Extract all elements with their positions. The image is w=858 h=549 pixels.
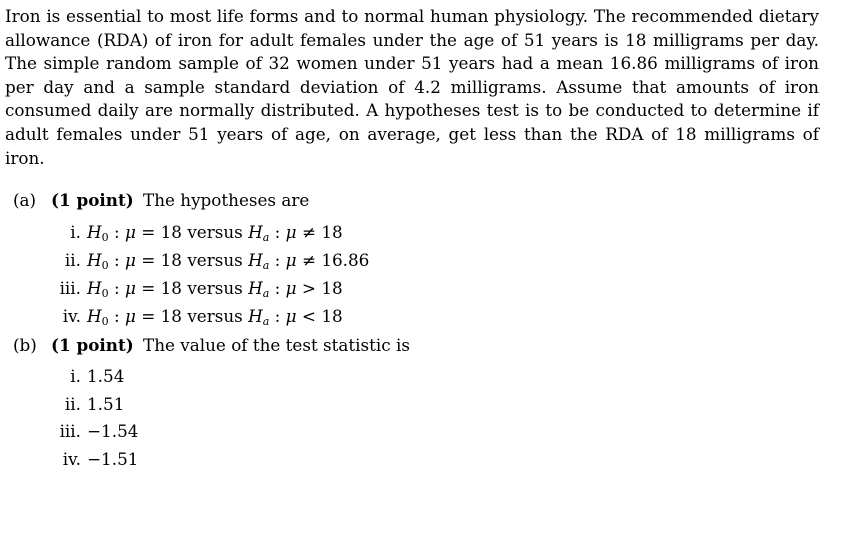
question-a-points: (1 point): [51, 190, 134, 211]
question-a-prompt: The hypotheses are: [143, 190, 310, 211]
versus-word: versus: [187, 306, 243, 327]
problem-page: [5, 5, 819, 474]
question-a: [5, 189, 819, 330]
hypothesis-text: $H_0$ : μ = 18 versus Ha : μ ≠ 16.86: [87, 250, 370, 273]
null-value: 18: [160, 250, 182, 271]
option-b-ii[interactable]: [5, 391, 819, 419]
question-b-prompt: The value of the test statistic is: [143, 335, 410, 356]
question-a-label: (a): [13, 190, 37, 211]
option-a-iii[interactable]: [5, 274, 819, 302]
option-label: iii.: [59, 278, 81, 299]
hypothesis-text: $H_0$ : μ = 18 versus Ha : μ < 18: [87, 306, 343, 329]
hypothesis-text: $H_0$ : μ = 18 versus Ha : μ > 18: [87, 278, 343, 301]
relation-symbol: <: [301, 306, 316, 327]
alt-value: 18: [321, 278, 343, 299]
versus-word: versus: [187, 250, 243, 271]
option-a-ii[interactable]: [5, 246, 819, 274]
relation-symbol: >: [301, 278, 316, 299]
option-label: iii.: [59, 421, 81, 442]
question-a-options: [5, 218, 819, 330]
alt-value: 18: [321, 222, 343, 243]
option-label: iv.: [62, 306, 81, 327]
option-value: −1.54: [87, 421, 139, 442]
versus-word: versus: [187, 278, 243, 299]
option-label: iv.: [62, 448, 81, 469]
null-value: 18: [160, 306, 182, 327]
null-value: 18: [160, 278, 182, 299]
alt-value: 18: [321, 306, 343, 327]
question-b-label: (b): [13, 335, 37, 356]
option-b-iii[interactable]: [5, 418, 819, 446]
question-b-options: [5, 363, 819, 473]
option-label: ii.: [64, 393, 81, 414]
alt-value: 16.86: [321, 250, 370, 271]
option-value: 1.54: [87, 366, 125, 387]
question-b: [5, 334, 819, 473]
question-b-header: [5, 334, 819, 357]
question-a-header: [5, 189, 819, 212]
option-b-i[interactable]: [5, 363, 819, 391]
option-label: i.: [70, 222, 81, 243]
option-label: ii.: [64, 250, 81, 271]
option-b-iv[interactable]: [5, 446, 819, 474]
option-value: 1.51: [87, 393, 125, 414]
versus-word: versus: [187, 222, 243, 243]
problem-statement: Iron is essential to most life forms and to normal human physiology. The recommended dietary allowance (RDA) of iron for adult females under the age of 51 years is 18 milligrams per day. The simple random sample of 32 women under 51 years had a mean 16.86 milligrams of iron per day and a sample standard deviation of 4.2 milligrams. Assume that amounts of iron consumed daily are normally distributed. A hypotheses test is to be conducted to determine if adult females under 51 years of age, on average, get less than the RDA of 18 milligrams of iron.: [5, 6, 819, 168]
question-b-points: (1 point): [51, 335, 134, 356]
relation-symbol: ≠: [301, 222, 316, 243]
option-a-iv[interactable]: [5, 302, 819, 330]
option-value: −1.51: [87, 448, 139, 469]
option-a-i[interactable]: [5, 218, 819, 246]
hypothesis-text: $H_0$ : μ = 18 versus Ha : μ ≠ 18: [87, 222, 343, 245]
null-value: 18: [160, 222, 182, 243]
option-label: i.: [70, 366, 81, 387]
relation-symbol: ≠: [301, 250, 316, 271]
